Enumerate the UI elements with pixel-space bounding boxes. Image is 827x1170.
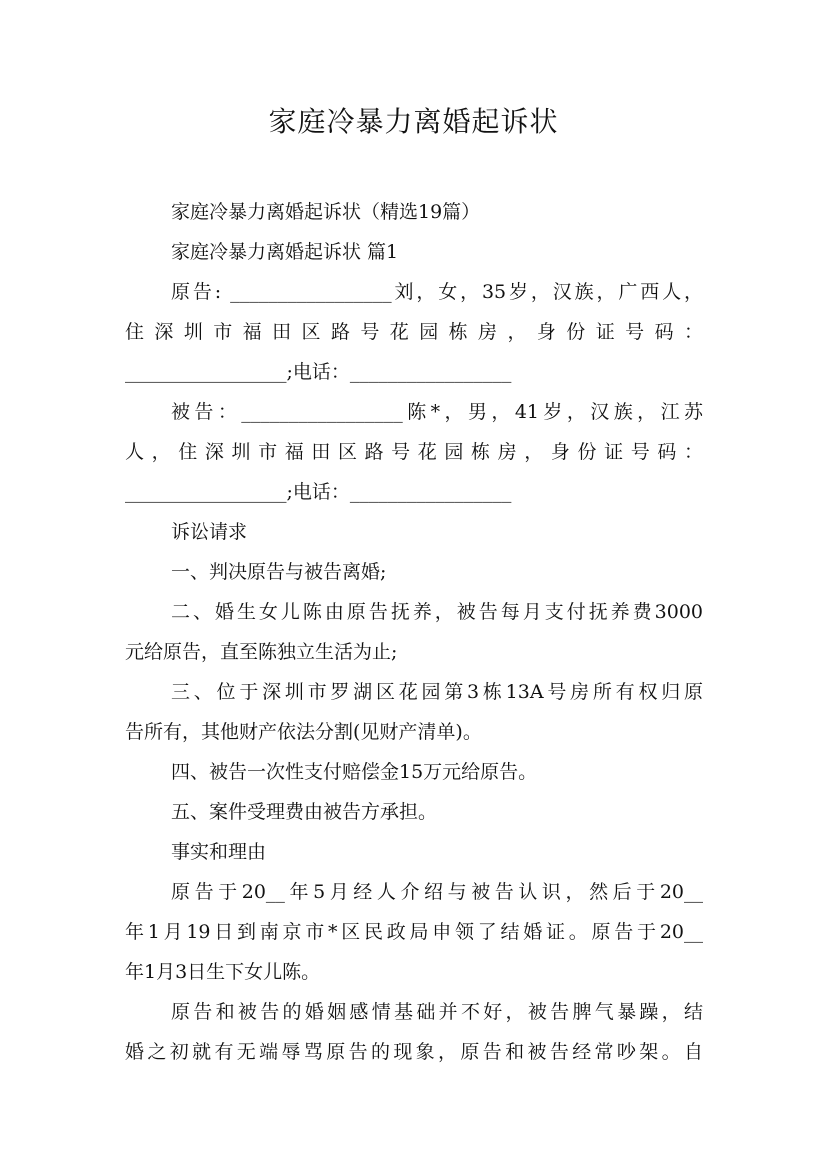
text-line: _________________;电话：_________________ (125, 481, 512, 503)
text-line: 家庭冷暴力离婚起诉状（精选19篇） (171, 201, 481, 223)
text-line: 原告和被告的婚姻感情基础并不好，被告脾气暴躁，结 (171, 1001, 703, 1023)
text-line: 婚之初就有无端辱骂原告的现象，原告和被告经常吵架。自 (125, 1041, 703, 1063)
text-line: 三、位于深圳市罗湖区花园第3栋13A号房所有权归原 (171, 681, 703, 703)
text-line: 年1月3日生下女儿陈。 (125, 961, 321, 983)
text-line: 家庭冷暴力离婚起诉状 篇1 (171, 241, 399, 263)
text-line: 元给原告，直至陈独立生活为止; (125, 641, 398, 663)
text-line: 五、案件受理费由被告方承担。 (171, 801, 438, 823)
text-line: 四、被告一次性支付赔偿金15万元给原告。 (171, 761, 538, 783)
text-line: 原告于20__年5月经人介绍与被告认识，然后于20__ (171, 881, 703, 903)
document-title: 家庭冷暴力离婚起诉状 (268, 105, 559, 138)
text-line: 一、判决原告与被告离婚; (171, 561, 387, 583)
text-line: 年1月19日到南京市*区民政局申领了结婚证。原告于20__ (125, 921, 703, 943)
text-line: _________________;电话：_________________ (125, 361, 512, 383)
text-line: 被告：_________________陈*，男，41岁，汉族，江苏 (171, 401, 703, 423)
text-line: 二、婚生女儿陈由原告抚养，被告每月支付抚养费3000 (171, 601, 703, 623)
text-line: 住深圳市福田区路号花园栋房，身份证号码： (125, 321, 703, 343)
document-body (125, 192, 703, 1072)
text-line: 人，住深圳市福田区路号花园栋房，身份证号码： (125, 441, 703, 463)
section-heading: 诉讼请求 (171, 521, 248, 543)
section-heading: 事实和理由 (171, 841, 267, 863)
text-line: 原告: _________________刘，女，35岁，汉族，广西人， (171, 281, 703, 303)
text-line: 告所有，其他财产依法分割(见财产清单)。 (125, 721, 482, 743)
